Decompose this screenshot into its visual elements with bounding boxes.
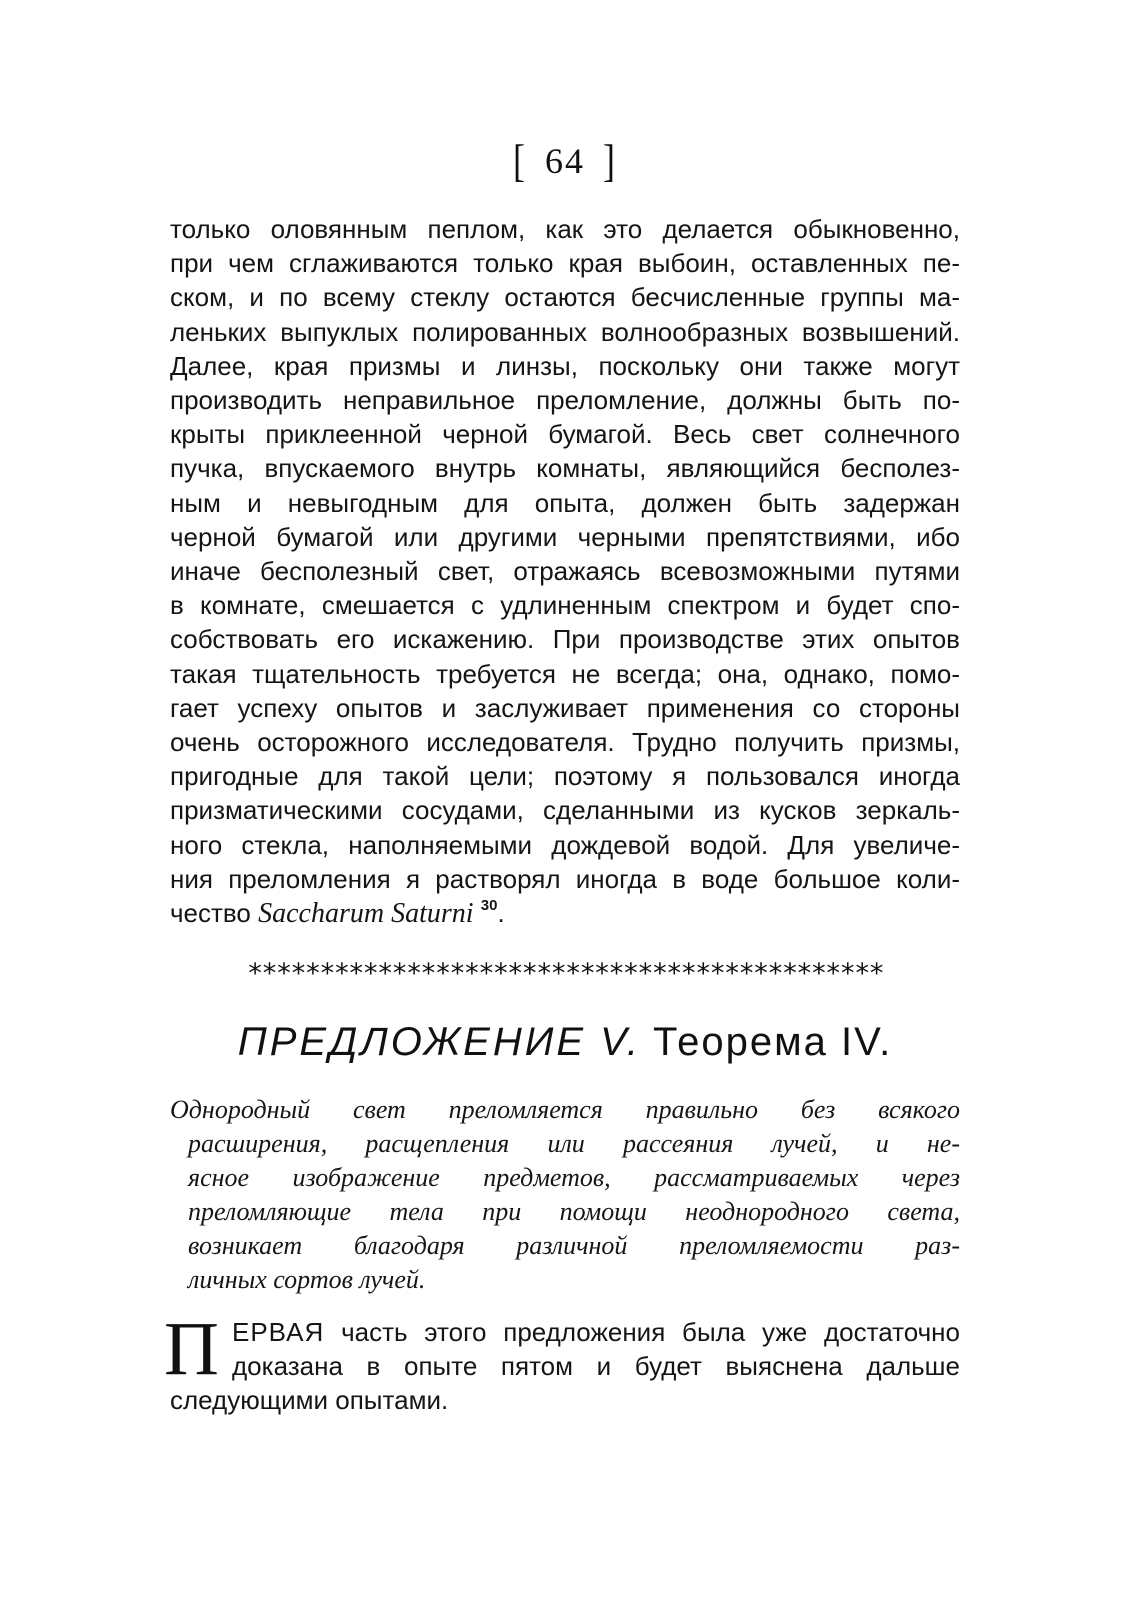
text-line: при чем сглаживаются только края выбоин, оставленных пе-: [170, 248, 960, 279]
footnote-ref[interactable]: 30: [480, 897, 498, 915]
theorem-line: Однородный свет преломляется правильно без всякого: [170, 1095, 960, 1124]
last-line-prefix: чество: [170, 898, 259, 929]
proof-line: [170, 1315, 960, 1349]
theorem-line: возникает благодаря различной преломляемости раз-: [188, 1231, 960, 1260]
theorem-line: преломляющие тела при помощи неоднородного света,: [188, 1197, 960, 1226]
text-line: Далее, края призмы и линзы, поскольку они также могут: [170, 350, 960, 381]
text-line: пучка, впускаемого внутрь комнаты, являющийся бесполез-: [170, 453, 960, 484]
first-word-caps: ЕРВАЯ: [232, 1317, 325, 1347]
body-paragraph: [170, 212, 960, 931]
theorem-line: расширения, расщепления или рассеяния лучей, и не-: [188, 1129, 960, 1158]
text-line: собствовать его искажению. При производстве этих опытов: [170, 624, 960, 655]
text-line: только оловянным пеплом, как это делается обыкновенно,: [170, 214, 960, 244]
text-line: очень осторожного исследователя. Трудно получить призмы,: [170, 727, 960, 758]
text-line: ния преломления я растворял иногда в воде большое коли-: [170, 863, 960, 894]
theorem-title: Теорема IV.: [652, 1020, 893, 1064]
asterisk-divider: ********************************************: [246, 958, 884, 989]
drop-cap: П: [164, 1307, 219, 1391]
proposition-title: ПРЕДЛОЖЕНИЕ V.: [237, 1020, 641, 1064]
page-number: [ 64 ]: [513, 136, 617, 186]
theorem-statement: [170, 1093, 960, 1297]
text-line: черной бумагой или другими черными препятствиями, ибо: [170, 521, 960, 552]
text-line-last: [170, 896, 960, 931]
text-line: крыты приклеенной черной бумагой. Весь свет солнечного: [170, 419, 960, 450]
text-line: пригодные для такой цели; поэтому я пользовался иногда: [170, 761, 960, 792]
text-line: ного стекла, наполняемыми дождевой водой. Для увеличе-: [170, 829, 960, 860]
section-heading: [170, 1020, 960, 1065]
text-line: производить неправильное преломление, должны быть по-: [170, 385, 960, 416]
text-line: ным и невыгодным для опыта, должен быть задержан: [170, 487, 960, 518]
latin-term: Saccharum Saturni: [258, 898, 474, 930]
text-line: леньких выпуклых полированных волнообразных возвышений.: [170, 316, 960, 347]
theorem-line: личных сортов лучей.: [188, 1265, 426, 1294]
text-line: иначе бесполезный свет, отражаясь всевозможными путями: [170, 556, 960, 587]
text-line: гает успеху опытов и заслуживает применения со стороны: [170, 692, 960, 723]
proof-line: следующими опытами.: [170, 1385, 449, 1415]
proof-paragraph: [164, 1307, 960, 1417]
text-line: ском, и по всему стеклу остаются бесчисленные группы ма-: [170, 282, 960, 313]
text-line: призматическими сосудами, сделанными из кусков зеркаль-: [170, 795, 960, 826]
page-number-value: 64: [545, 141, 585, 181]
proof-line: доказана в опыте пятом и будет выяснена дальше: [232, 1351, 960, 1381]
text-line: такая тщательность требуется не всегда; она, однако, помо-: [170, 658, 960, 689]
theorem-line: ясное изображение предметов, рассматриваемых через: [188, 1163, 960, 1192]
text-line: в комнате, смешается с удлиненным спектром и будет спо-: [170, 590, 960, 621]
last-line-suffix: .: [497, 898, 505, 929]
proof-line-rest: часть этого предложения была уже достаточно: [324, 1317, 960, 1347]
